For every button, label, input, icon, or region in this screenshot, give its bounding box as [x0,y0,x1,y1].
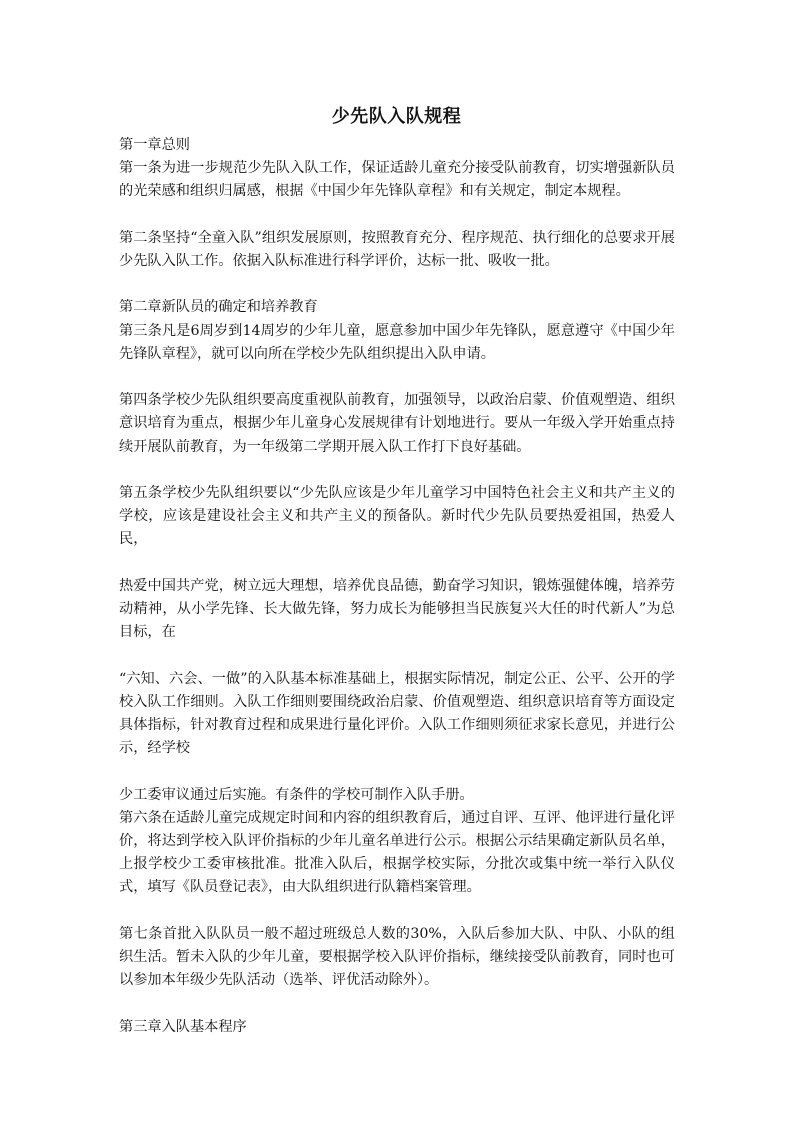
paragraph: 第一章总则 [119,137,190,153]
paragraph-gap [119,366,675,389]
paragraph: “六知、六会、一做”的入队基本标准基础上，根据实际情况，制定公正、公平、公开的学校入队工作细则。入队工作细则要围绕政治启蒙、价值观塑造、组织意识培育等方面设定具体指标，针对教育过程和成果进行量化评价。入队工作细则须征求家长意见，并进行公示，经学校 [119,670,675,757]
document-title: 少先队入队规程 [331,106,462,127]
paragraph-gap [119,459,675,482]
paragraph-gap [119,992,675,1015]
paragraph: 第五条学校少先队组织要以“少先队应该是少年儿童学习中国特色社会主义和共产主义的学校，应该是建设社会主义和共产主义的预备队。新时代少先队员要热爱祖国，热爱人民， [119,484,675,548]
document-body [119,134,675,1039]
paragraph: 热爱中国共产党，树立远大理想，培养优良品德，勤奋学习知识，锻炼强健体魄，培养劳动精神，从小学先锋、长大做先锋，努力成长为能够担当民族复兴大任的时代新人”为总目标，在 [119,577,675,641]
paragraph: 第三条凡是6周岁到14周岁的少年儿童，愿意参加中国少年先锋队，愿意遵守《中国少年先锋队章程》，就可以向所在学校少先队组织提出入队申请。 [119,322,675,362]
paragraph: 第二章新队员的确定和培养教育 [119,299,318,316]
paragraph-gap [119,760,675,783]
paragraph-gap [119,900,675,923]
paragraph-gap [119,273,675,296]
paragraph: 第六条在适龄儿童完成规定时间和内容的组织教育后，通过自评、互评、他评进行量化评价，将达到学校入队评价指标的少年儿童名单进行公示。根据公示结果确定新队员名单，上报学校少工委审核批准。批准入队后，根据学校实际，分批次或集中统一举行入队仪式，填写《队员登记表》，由大队组织进行队籍档案管理。 [119,809,675,896]
paragraph: 第三章入队基本程序 [119,1018,247,1035]
paragraph: 少工委审议通过后实施。有条件的学校可制作入队手册。 [119,786,474,803]
paragraph: 第四条学校少先队组织要高度重视队前教育，加强领导，以政治启蒙、价值观塑造、组织意识培育为重点，根据少年儿童身心发展规律有计划地进行。要从一年级入学开始重点持续开展队前教育，为一年级第二学期开展入队工作打下良好基础。 [119,392,675,455]
paragraph-gap [119,552,675,575]
paragraph: 第二条坚持“全童入队”组织发展原则，按照教育充分、程序规范、执行细化的总要求开展少先队入队工作。依据入队标准进行科学评价，达标一批、吸收一批。 [119,229,675,269]
paragraph: 第七条首批入队队员一般不超过班级总人数的30%，入队后参加大队、中队、小队的组织生活。暂未入队的少年儿童，要根据学校入队评价指标，继续接受队前教育，同时也可以参加本年级少先队活动（选举、评优活动除外）。 [119,925,675,989]
paragraph-gap [119,644,675,667]
paragraph-gap [119,204,675,227]
paragraph: 第一条为进一步规范少先队入队工作，保证适龄儿童充分接受队前教育，切实增强新队员的光荣感和组织归属感，根据《中国少年先锋队章程》和有关规定，制定本规程。 [119,160,675,200]
